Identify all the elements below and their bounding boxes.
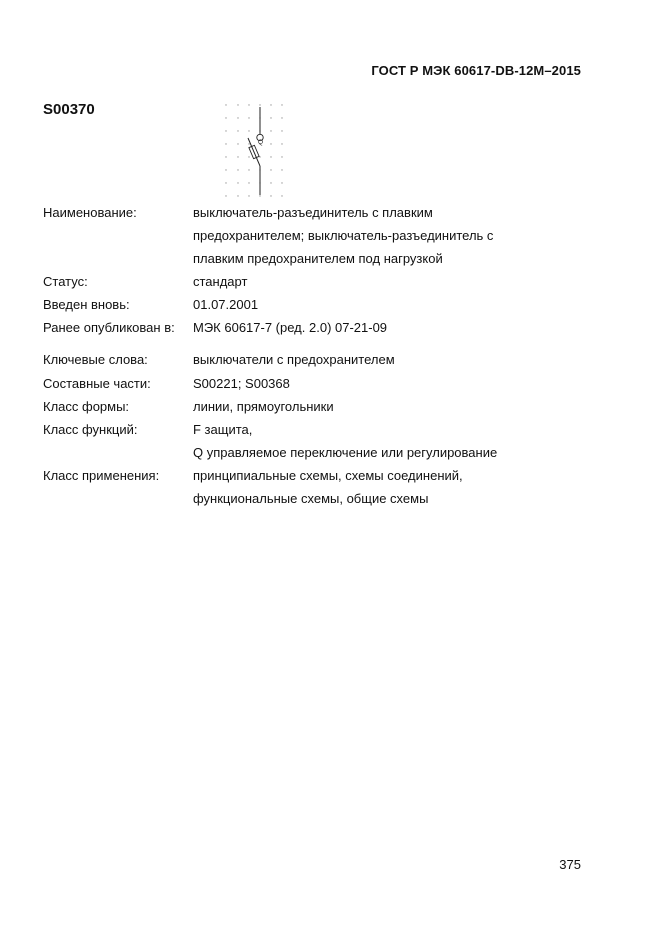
grid-dot — [248, 195, 249, 196]
field-value: плавким предохранителем под нагрузкой — [193, 251, 443, 266]
grid-dot — [281, 117, 282, 118]
grid-dot — [281, 143, 282, 144]
field-label: Наименование: — [43, 205, 137, 220]
grid-dot — [225, 117, 226, 118]
grid-dot — [225, 130, 226, 131]
field-label: Класс функций: — [43, 422, 138, 437]
field-value: предохранителем; выключатель-разъединитель с — [193, 228, 494, 243]
grid-dot — [237, 130, 238, 131]
grid-dot — [237, 182, 238, 183]
grid-dot — [281, 104, 282, 105]
field-label: Класс применения: — [43, 468, 160, 483]
grid-dot — [281, 156, 282, 157]
grid-dot — [259, 195, 260, 196]
grid-dot — [270, 104, 271, 105]
grid-dot — [270, 156, 271, 157]
symbol-code: S00370 — [43, 101, 95, 118]
field-value: МЭК 60617-7 (ред. 2.0) 07-21-09 — [193, 320, 388, 335]
grid-dot — [248, 104, 249, 105]
symbol-letter-q: Q — [258, 139, 264, 146]
field-value: функциональные схемы, общие схемы — [193, 491, 429, 506]
field-label: Составные части: — [43, 376, 151, 391]
grid-dot — [237, 195, 238, 196]
grid-dot — [248, 117, 249, 118]
symbol-grid-dots — [225, 104, 282, 196]
grid-dot — [225, 156, 226, 157]
grid-dot — [225, 104, 226, 105]
field-value: 01.07.2001 — [193, 297, 259, 312]
field-label: Ключевые слова: — [43, 352, 148, 367]
grid-dot — [270, 169, 271, 170]
switch-disconnector-fuse-symbol — [220, 100, 290, 202]
standard-header: ГОСТ Р МЭК 60617-DB-12M–2015 — [371, 63, 581, 78]
field-value: принципиальные схемы, схемы соединений, — [193, 468, 463, 483]
grid-dot — [225, 195, 226, 196]
field-value: линии, прямоугольники — [193, 399, 334, 414]
field-label: Класс формы: — [43, 399, 130, 414]
field-label: Ранее опубликован в: — [43, 320, 175, 335]
grid-dot — [270, 130, 271, 131]
grid-dot — [281, 182, 282, 183]
grid-dot — [248, 169, 249, 170]
grid-dot — [237, 169, 238, 170]
grid-dot — [225, 182, 226, 183]
grid-dot — [248, 156, 249, 157]
page-number: 375 — [559, 857, 581, 872]
field-value: выключатели с предохранителем — [193, 352, 395, 367]
grid-dot — [237, 143, 238, 144]
grid-dot — [270, 195, 271, 196]
grid-dot — [281, 169, 282, 170]
grid-dot — [248, 182, 249, 183]
grid-dot — [225, 169, 226, 170]
grid-dot — [259, 104, 260, 105]
field-value: выключатель-разъединитель с плавким — [193, 205, 433, 220]
field-value: стандарт — [193, 274, 248, 289]
grid-dot — [281, 130, 282, 131]
grid-dot — [270, 182, 271, 183]
field-label: Статус: — [43, 274, 88, 289]
grid-dot — [270, 117, 271, 118]
field-value: Q управляемое переключение или регулирование — [193, 445, 498, 460]
grid-dot — [270, 143, 271, 144]
field-value: F защита, — [193, 422, 253, 437]
grid-dot — [237, 117, 238, 118]
field-value: S00221; S00368 — [193, 376, 290, 391]
grid-dot — [248, 143, 249, 144]
field-label: Введен вновь: — [43, 297, 130, 312]
grid-dot — [237, 104, 238, 105]
grid-dot — [237, 156, 238, 157]
grid-dot — [248, 130, 249, 131]
grid-dot — [225, 143, 226, 144]
grid-dot — [281, 195, 282, 196]
